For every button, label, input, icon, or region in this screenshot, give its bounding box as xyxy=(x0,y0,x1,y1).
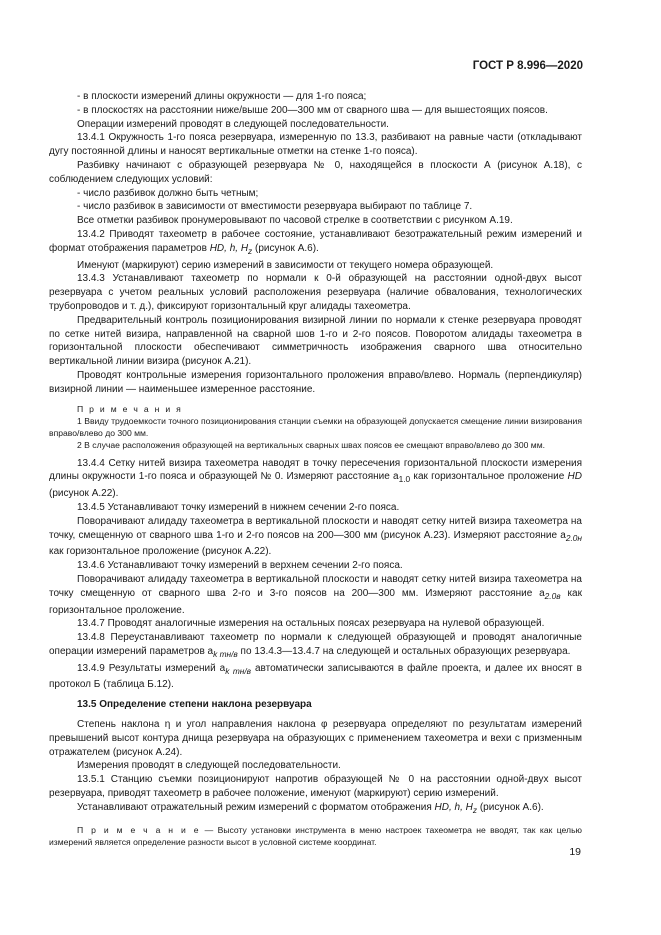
document-header: ГОСТ Р 8.996—2020 xyxy=(472,60,583,72)
paragraph: - число разбивок в зависимости от вместимости резервуара выбирают по таблице 7. xyxy=(77,201,473,213)
notes-title: П р и м е ч а н и я xyxy=(77,403,183,414)
paragraph: 13.4.5 Устанавливают точку измерений в нижнем сечении 2-го пояса. xyxy=(77,501,400,513)
notes-block xyxy=(49,403,582,451)
paragraph: Операции измерений проводят в следующей последовательности. xyxy=(77,118,389,130)
paragraph: 13.4.3 Устанавливают тахеометр по нормали к 0-й образующей на расстоянии одной-двух высот резервуара с учетом реальных условий расположения резервуара (наличие обвалования, технологических трубопроводов и т. д.), фиксируют горизонтальный круг алидады тахеометра. xyxy=(49,273,582,312)
paragraph: Поворачивают алидаду тахеометра в вертикальной плоскости и наводят сетку нитей визира тахеометра на точку смещенную от сварного шва 2-го и 3-го поясов на 200—300 мм. Измеряют расстояние $a_{2.0в}$ как горизонтальное проложение. xyxy=(49,573,582,616)
paragraph: 13.4.4 Сетку нитей визира тахеометра наводят в точку пересечения горизонтальной плоскости измерения длины окружности 1-го пояса и образующей № 0. Измеряют расстояние $a_{1.0}$ как горизонтальное проложение HD (рисунок А.22). xyxy=(49,457,582,500)
page-number: 19 xyxy=(569,846,581,858)
paragraph: Предварительный контроль позиционирования визирной линии по нормали к стенке резервуара проводят по сетке нитей визира, направленной на сварной шов 1-го и 2-го поясов. Поворотом алидады тахеометра в горизонтальной плоскости обеспечивают симметричность изображения сварного шва относительно вертикальной линии визира (рисунок А.21). xyxy=(49,314,582,368)
note-label: П р и м е ч а н и е xyxy=(77,824,201,835)
paragraph: 13.4.8 Переустанавливают тахеометр по нормали к следующей образующей и проводят аналогичные операции измерений параметров $a_{k mн/в}$ по 13.4.3—13.4.7 на следующей и остальных образующих резервуара. xyxy=(49,632,582,659)
paragraph: - число разбивок должно быть четным; xyxy=(77,187,259,199)
paragraph: Устанавливают отражательный режим измерений с форматом отображения HD, h, $H_z$ (рисунок А.6). xyxy=(77,801,544,815)
paragraph: Все отметки разбивок пронумеровывают по часовой стрелке в соответствии с рисунком А.19. xyxy=(77,215,513,227)
note-block xyxy=(49,824,582,848)
paragraph: Проводят контрольные измерения горизонтального проложения вправо/влево. Нормаль (перпендикуляр) визирной линии — наименьшее измеренное расстояние. xyxy=(49,369,582,395)
paragraph: - в плоскостях на расстоянии ниже/выше 200—300 мм от сварного шва — для вышестоящих поясов. xyxy=(77,104,548,116)
paragraph: Измерения проводят в следующей последовательности. xyxy=(77,760,341,772)
note-item: 2 В случае расположения образующей на вертикальных сварных швах поясов ее смещают вправо/влево до 300 мм. xyxy=(77,439,545,450)
paragraph: Разбивку начинают с образующей резервуара № 0, находящейся в плоскости А (рисунок А.18), с соблюдением следующих условий: xyxy=(49,159,582,185)
paragraph: - в плоскости измерений длины окружности — для 1-го пояса; xyxy=(77,91,367,102)
paragraph: 13.4.1 Окружность 1-го пояса резервуара, измеренную по 13.3, разбивают на равные части (откладывают дугу постоянной длины и наносят вертикальные отметки на стенке 1-го пояса). xyxy=(49,132,582,158)
note-item: П р и м е ч а н и е — Высоту установки инструмента в меню настроек тахеометра не вводят, так как целью измерений является определение разности высот в условной системе координат. xyxy=(49,824,582,847)
paragraph: 13.4.7 Проводят аналогичные измерения на остальных поясах резервуара на нулевой образующей. xyxy=(77,618,545,630)
section-heading: 13.5 Определение степени наклона резервуара xyxy=(77,699,312,711)
paragraph: 13.4.9 Результаты измерений $a_{k mн/в}$ автоматически записываются в файле проекта, и далее их вносят в протокол Б (таблица Б.12). xyxy=(49,662,582,691)
paragraph: 13.5.1 Станцию съемки позиционируют напротив образующей № 0 на расстоянии одной-двух высот резервуара, приводят тахеометр в рабочее положение, именуют (маркируют) серию измерений. xyxy=(49,774,582,800)
paragraph: 13.4.6 Устанавливают точку измерений в верхнем сечении 2-го пояса. xyxy=(77,560,403,572)
paragraph: 13.4.2 Приводят тахеометр в рабочее состояние, устанавливают безотражательный режим измерений и формат отображения параметров HD, h, $H_z$ (рисунок А.6). xyxy=(49,228,582,256)
paragraph: Степень наклона η и угол направления наклона φ резервуара определяют по результатам измерений превышений высот контура днища резервуара на образующих с применением тахеометра и вехи с призменным отражателем (рисунок А.24). xyxy=(49,719,582,758)
paragraph: Именуют (маркируют) серию измерений в зависимости от текущего номера образующей. xyxy=(77,259,494,271)
paragraph: Поворачивают алидаду тахеометра в вертикальной плоскости и наводят сетку нитей визира тахеометра на точку, смещенную от сварного шва 1-го и 2-го поясов на 200—300 мм (рисунок А.23). Измеряют расстояние $a_{2.0н}$ как горизонтальное проложение (рисунок А.22). xyxy=(49,515,582,558)
page-body xyxy=(49,90,582,848)
note-item: 1 Ввиду трудоемкости точного позиционирования станции съемки на образующей допускается смещение линии визирования вправо/влево до 300 мм. xyxy=(49,415,582,438)
